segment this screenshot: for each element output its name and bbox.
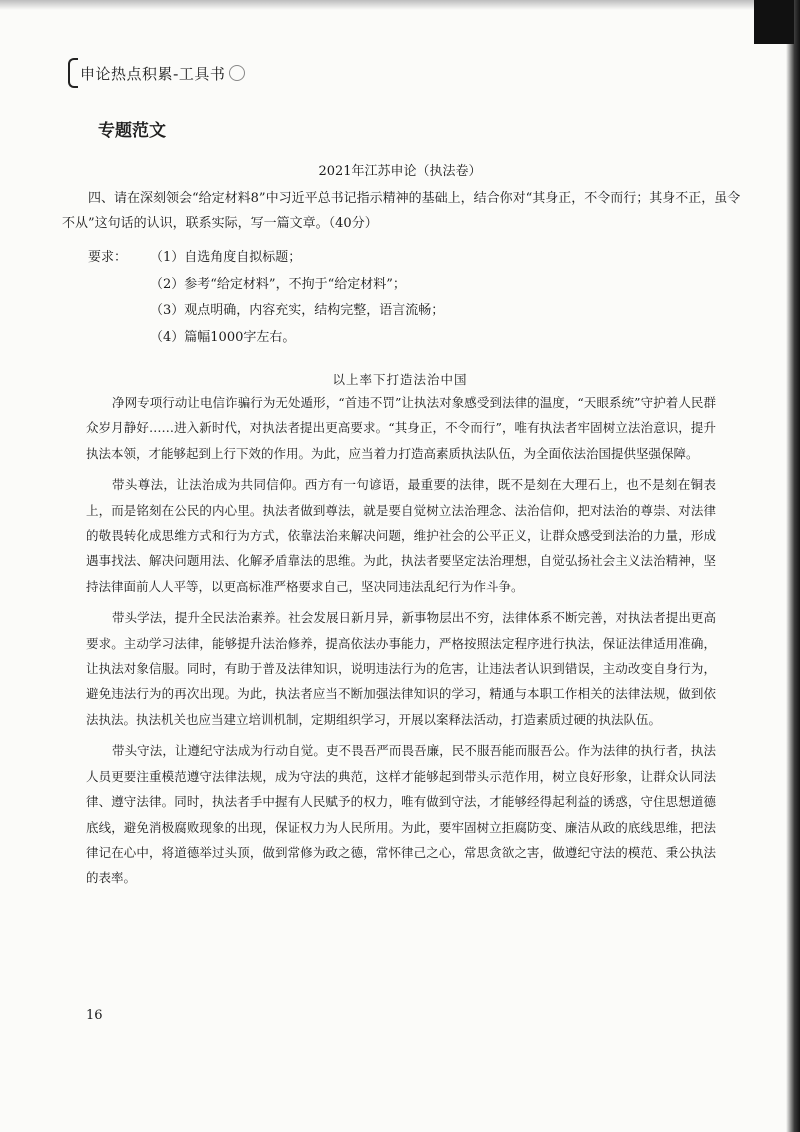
- running-header: [68, 60, 245, 86]
- section-title: 专题范文: [98, 121, 166, 141]
- essay-paragraph: 净网专项行动让电信诈骗行为无处遁形，“首违不罚”让执法对象感受到法律的温度，“天眼系统”守护着人民群众岁月静好……进入新时代，对执法者提出更高要求。“其身正，不令而行”，唯有执法者牢固树立法治意识，提升执法本领，才能够起到上行下效的作用。为此，应当着力打造高素质执法队伍，为全面依法治国提供坚强保障。: [86, 395, 716, 461]
- exam-heading: 2021年江苏申论（执法卷）: [318, 164, 482, 179]
- requirements-label: 要求：: [88, 250, 128, 265]
- requirements-list: [150, 245, 444, 351]
- essay-body: [86, 390, 716, 897]
- header-bracket-icon: [68, 58, 78, 88]
- scan-corner-mark: [754, 0, 794, 44]
- essay-paragraph: 带头尊法，让法治成为共同信仰。西方有一句谚语，最重要的法律，既不是刻在大理石上，也不是刻在铜表上，而是铭刻在公民的内心里。执法者做到尊法，就是要自觉树立法治理念、法治信仰，把对法治的尊崇、对法律的敬畏转化成思维方式和行为方式，依靠法治来解决问题，维护社会的公平正义，让群众感受到法治的力量，形成遇事找法、解决问题用法、化解矛盾靠法的思维。为此，执法者要坚定法治理想，自觉弘扬社会主义法治精神，坚持法律面前人人平等，以更高标准严格要求自己，坚决同违法乱纪行为作斗争。: [86, 477, 716, 594]
- requirement-item: （1）自选角度自拟标题；: [150, 250, 302, 265]
- essay-title: 以上率下打造法治中国: [332, 372, 468, 387]
- page-number: 16: [86, 1008, 103, 1023]
- requirement-item: （3）观点明确，内容充实，结构完整，语言流畅；: [150, 303, 445, 318]
- header-logo-icon: [229, 65, 245, 81]
- scan-shadow-top: [0, 0, 800, 10]
- question-text: 四、请在深刻领会“给定材料8”中习近平总书记指示精神的基础上，结合你对“其身正，不令而行；其身不正，虽令不从”这句话的认识，联系实际，写一篇文章。（40分）: [62, 191, 741, 231]
- essay-paragraph: 带头学法，提升全民法治素养。社会发展日新月异，新事物层出不穷，法律体系不断完善，对执法者提出更高要求。主动学习法律，能够提升法治修养，提高依法办事能力，严格按照法定程序进行执法，保证法律适用准确，让执法对象信服。同时，有助于普及法律知识，说明违法行为的危害，让违法者认识到错误，主动改变自身行为，避免违法行为的再次出现。为此，执法者应当不断加强法律知识的学习，精通与本职工作相关的法律法规，做到依法执法。执法机关也应当建立培训机制，定期组织学习，开展以案释法活动，打造素质过硬的执法队伍。: [86, 610, 716, 727]
- essay-paragraph: 带头守法，让遵纪守法成为行动自觉。吏不畏吾严而畏吾廉，民不服吾能而服吾公。作为法律的执行者，执法人员更要注重模范遵守法律法规，成为守法的典范，这样才能够起到带头示范作用，树立良好形象，让群众认同法律、遵守法律。同时，执法者手中握有人民赋予的权力，唯有做到守法，才能够经得起利益的诱惑，守住思想道德底线，避免消极腐败现象的出现，保证权力为人民所用。为此，要牢固树立拒腐防变、廉洁从政的底线思维，把法律记在心中，将道德举过头顶，做到常修为政之德，常怀律己之心，常思贪欲之害，做遵纪守法的模范、秉公执法的表率。: [86, 743, 716, 886]
- requirement-item: （2）参考“给定材料”，不拘于“给定材料”；: [150, 276, 406, 292]
- running-title: 申论热点积累-工具书: [80, 64, 226, 83]
- requirement-item: （4）篇幅1000字左右。: [150, 329, 296, 345]
